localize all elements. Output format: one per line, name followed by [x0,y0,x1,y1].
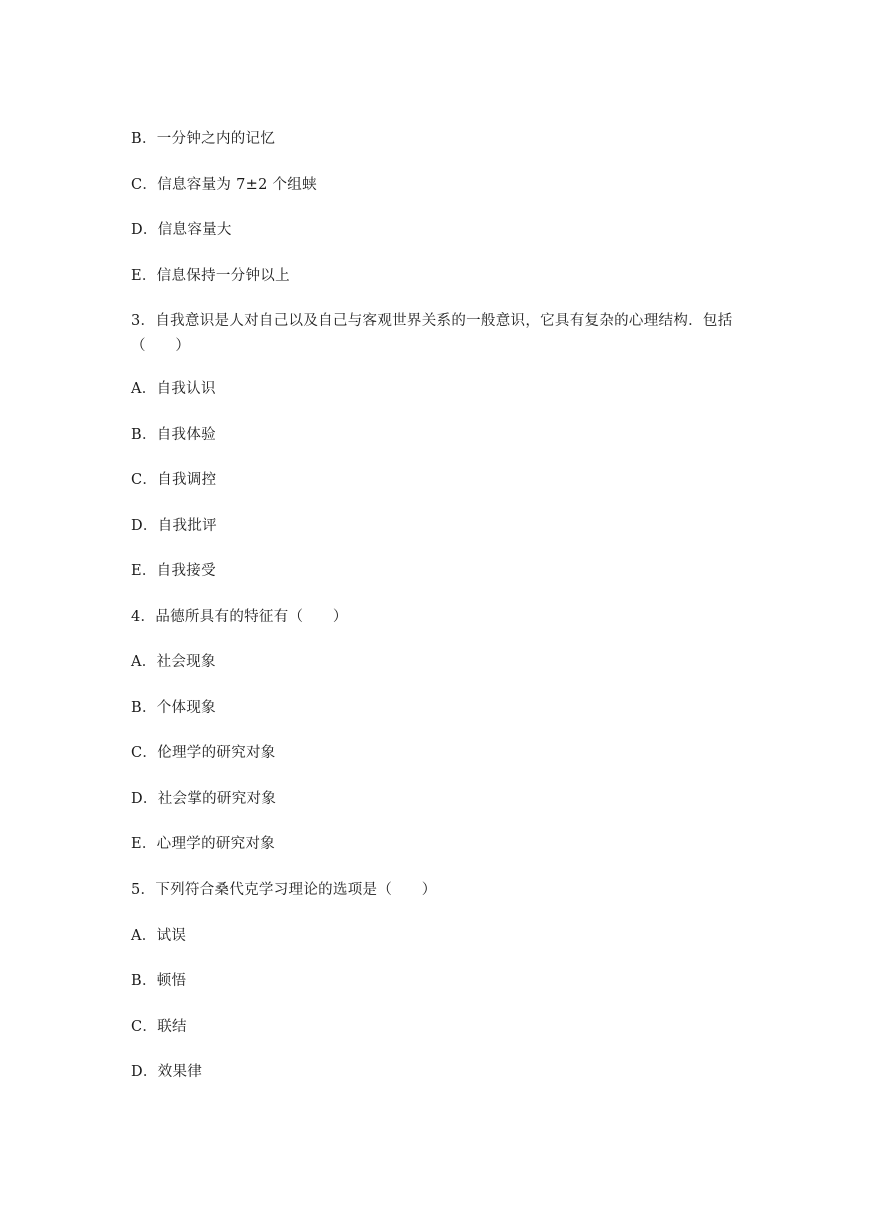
option-c-connection: C．联结 [131,1019,187,1035]
question-5-thorndike-theory: 5．下列符合桑代克学习理论的选项是（ ） [131,882,437,898]
option-b-insight: B．顿悟 [131,973,187,989]
question-4-moral-character: 4．品德所具有的特征有（ ） [131,609,348,625]
option-a-self-recognition: A．自我认识 [131,381,216,397]
option-b-one-minute-memory: B．一分钟之内的记忆 [131,131,276,147]
option-d-law-of-effect: D．效果律 [131,1064,203,1080]
option-d-large-capacity: D．信息容量大 [131,222,232,238]
option-c-capacity-7-plus-minus-2: C．信息容量为 7±2 个组蛱 [131,177,317,193]
option-a-social-phenomenon: A．社会现象 [131,654,216,670]
option-e-self-acceptance: E．自我接受 [131,563,216,579]
option-b-self-experience: B．自我体验 [131,427,216,443]
option-c-self-regulation: C．自我调控 [131,472,217,488]
option-d-sociology-subject: D．社会掌的研究对象 [131,791,277,807]
option-b-individual-phenomenon: B．个体现象 [131,700,216,716]
option-a-trial-and-error: A．试误 [131,928,187,944]
option-e-retained-over-one-minute: E．信息保持一分钟以上 [131,268,290,284]
question-3-self-awareness: 3．自我意识是人对自己以及自己与客观世界关系的一般意识，它具有复杂的心理结构．包括（ ） [131,313,733,354]
option-e-psychology-subject: E．心理学的研究对象 [131,836,276,852]
option-d-self-criticism: D．自我批评 [131,518,217,534]
option-c-ethics-subject: C．伦理学的研究对象 [131,745,276,761]
